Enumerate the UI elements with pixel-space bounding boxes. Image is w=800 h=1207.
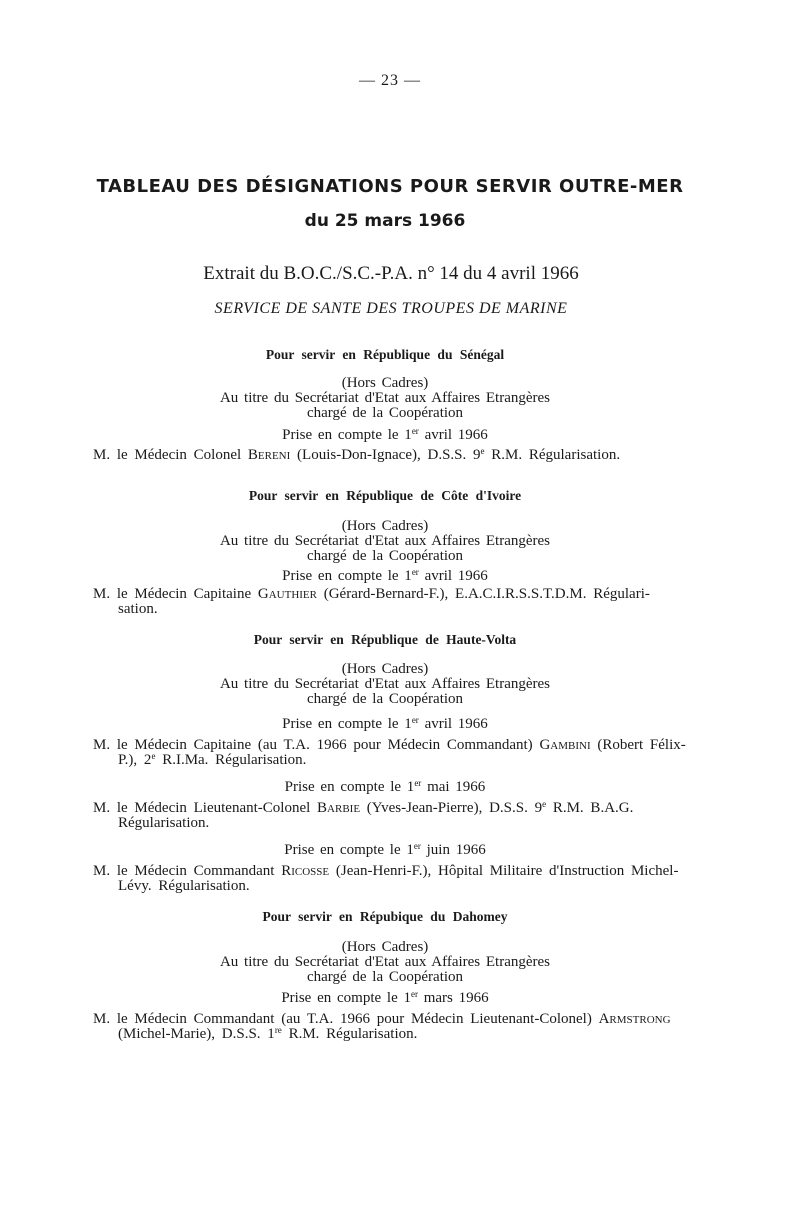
designation-entry: M. le Médecin Commandant (au T.A. 1966 pour Médecin Lieutenant-Colonel) Armstrong (Michel-Marie), D.S.S. 1re R.M. Régularisation.: [93, 1011, 671, 1042]
designation-entry: M. le Médecin Lieutenant-Colonel Barbie (Yves-Jean-Pierre), D.S.S. 9e R.M. B.A.G. Régularisation.: [93, 799, 634, 831]
prise-en-compte: Prise en compte le 1er juin 1966: [284, 841, 486, 858]
cooperation: chargé de la Coopération: [306, 548, 464, 564]
hors-cadres: (Hors Cadres): [341, 375, 429, 391]
cooperation: chargé de la Coopération: [306, 691, 464, 707]
extract-reference: Extrait du B.O.C./S.C.-P.A. n° 14 du 4 avril 1966: [203, 263, 579, 284]
service-name: SERVICE DE SANTE DES TROUPES DE MARINE: [214, 300, 568, 317]
document-title: TABLEAU DES DÉSIGNATIONS POUR SERVIR OUTRE-MER: [96, 176, 684, 197]
section-haute-volta: [0, 632, 770, 894]
officer-name: Bereni: [247, 447, 291, 463]
hors-cadres: (Hors Cadres): [341, 661, 429, 677]
designation-entry: M. le Médecin Colonel Bereni (Louis-Don-Ignace), D.S.S. 9e R.M. Régularisation.: [93, 446, 621, 463]
section-header: Pour servir en République de Côte d'Ivoire: [248, 488, 522, 503]
prise-en-compte: Prise en compte le 1er mai 1966: [284, 778, 486, 795]
cooperation: chargé de la Coopération: [306, 969, 464, 985]
page-number: — 23 —: [359, 72, 421, 89]
designation-entry: M. le Médecin Capitaine (au T.A. 1966 pour Médecin Commandant) Gambini (Robert Félix-P.), 2e R.I.Ma. Régularisation.: [93, 737, 686, 768]
officer-name: Armstrong: [598, 1011, 671, 1027]
prise-en-compte: Prise en compte le 1er avril 1966: [282, 567, 488, 584]
au-titre: Au titre du Secrétariat d'Etat aux Affaires Etrangères: [219, 390, 551, 406]
prise-en-compte: Prise en compte le 1er avril 1966: [282, 715, 488, 732]
section-header: Pour servir en République du Sénégal: [265, 347, 505, 362]
prise-en-compte: Prise en compte le 1er mars 1966: [281, 989, 489, 1006]
section-header: Pour servir en République de Haute-Volta: [253, 632, 517, 647]
officer-name: Ricosse: [281, 863, 330, 879]
section-cote-divoire: [0, 488, 770, 617]
officer-name: Gauthier: [257, 586, 317, 602]
designation-entry: M. le Médecin Capitaine Gauthier (Gérard-Bernard-F.), E.A.C.I.R.S.S.T.D.M. Régulari-sation.: [93, 586, 650, 617]
au-titre: Au titre du Secrétariat d'Etat aux Affaires Etrangères: [219, 533, 551, 549]
cooperation: chargé de la Coopération: [306, 405, 464, 421]
section-senegal: [0, 347, 770, 463]
hors-cadres: (Hors Cadres): [341, 518, 429, 534]
officer-name: Barbie: [317, 800, 361, 816]
designation-entry: M. le Médecin Commandant Ricosse (Jean-Henri-F.), Hôpital Militaire d'Instruction Michel-Lévy. Régularisation.: [93, 863, 679, 894]
au-titre: Au titre du Secrétariat d'Etat aux Affaires Etrangères: [219, 676, 551, 692]
section-header: Pour servir en Répubique du Dahomey: [262, 909, 508, 924]
hors-cadres: (Hors Cadres): [341, 939, 429, 955]
au-titre: Au titre du Secrétariat d'Etat aux Affaires Etrangères: [219, 954, 551, 970]
document-date: du 25 mars 1966: [304, 211, 466, 231]
prise-en-compte: Prise en compte le 1er avril 1966: [282, 426, 488, 443]
section-dahomey: [0, 909, 770, 1042]
officer-name: Gambini: [539, 737, 591, 753]
